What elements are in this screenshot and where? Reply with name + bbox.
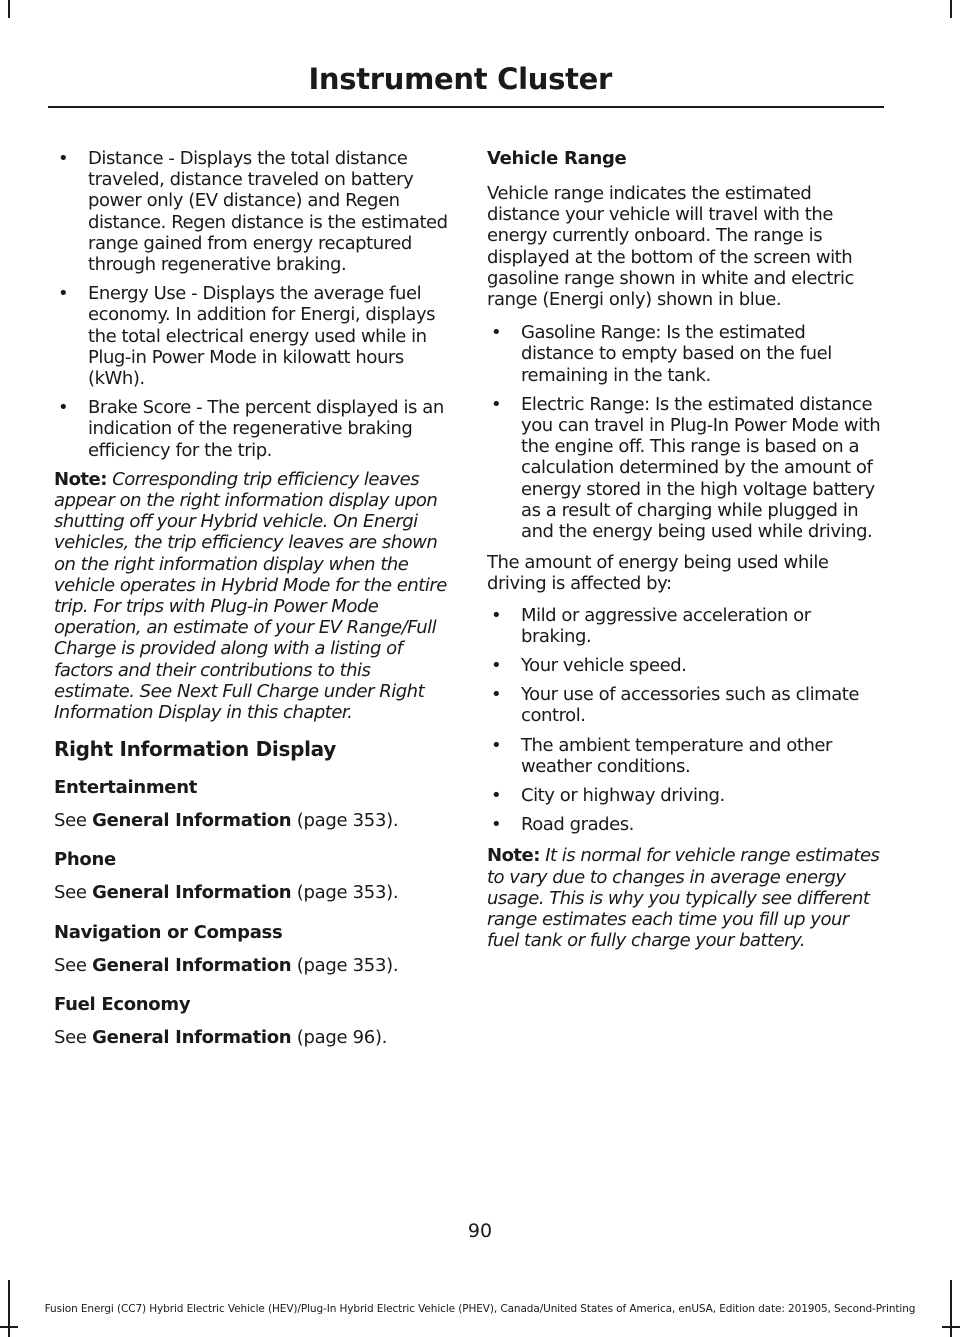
bullet-distance bbox=[54, 148, 448, 275]
factor-item bbox=[487, 655, 881, 676]
cross-reference-navigation: See General Information (page 353). bbox=[54, 954, 399, 976]
page-header-title: Instrument Cluster bbox=[308, 62, 612, 96]
note-label: Note: bbox=[487, 845, 540, 867]
factor-item bbox=[487, 735, 881, 777]
bullet-text: Brake Score - The percent displayed is an indication of the regenerative braking efficiency for the trip. bbox=[88, 397, 444, 461]
bullet-gasoline-range bbox=[487, 322, 881, 386]
bullet-text: Road grades. bbox=[521, 814, 634, 836]
bullet-text: City or highway driving. bbox=[521, 785, 725, 807]
bullet-text: Energy Use - Displays the average fuel economy. In addition for Energi, displays the total electrical energy used while in Plug-in Power Mode in kilowatt hours (kWh). bbox=[88, 283, 436, 390]
energy-usage-intro: The amount of energy being used while driving is affected by: bbox=[487, 552, 829, 595]
bullet-glyph: • bbox=[491, 604, 502, 626]
bullet-glyph: • bbox=[491, 393, 502, 415]
page-footer: Fusion Energi (CC7) Hybrid Electric Vehicle (HEV)/Plug-In Hybrid Electric Vehicle (PHEV), Canada/United States of America, enUSA, Edition date: 201905, Second-Printing bbox=[44, 1303, 916, 1315]
cross-reference-link[interactable]: General Information bbox=[92, 810, 292, 832]
factor-item bbox=[487, 605, 881, 647]
cross-reference-link[interactable]: General Information bbox=[92, 882, 292, 904]
subsection-title-fuel-economy: Fuel Economy bbox=[54, 993, 191, 1015]
left-column bbox=[54, 148, 448, 1066]
bullet-brake-score bbox=[54, 397, 448, 461]
note-range-estimates bbox=[487, 845, 881, 951]
bullet-text: Distance - Displays the total distance traveled, distance traveled on battery power only (EV distance) and Regen distance. Regen distance is the estimated range gained from energy recaptured through regenerative braking. bbox=[88, 148, 448, 276]
bullet-glyph: • bbox=[491, 322, 502, 344]
bullet-text: Mild or aggressive acceleration or braking. bbox=[521, 604, 811, 647]
subsection-title-phone: Phone bbox=[54, 849, 116, 871]
bullet-text: Gasoline Range: Is the estimated distance to empty based on the fuel remaining in the tank. bbox=[521, 322, 832, 386]
crop-mark-top-right bbox=[950, 0, 952, 18]
cross-reference-phone: See General Information (page 353). bbox=[54, 882, 399, 904]
subsection-title-entertainment: Entertainment bbox=[54, 777, 198, 799]
factor-item bbox=[487, 814, 881, 835]
cross-reference-link[interactable]: General Information bbox=[92, 954, 292, 976]
subsection-title-vehicle-range: Vehicle Range bbox=[487, 148, 627, 169]
note-label: Note: bbox=[54, 468, 107, 490]
section-title-right-information-display: Right Information Display bbox=[54, 737, 336, 762]
bullet-glyph: • bbox=[491, 655, 502, 677]
bullet-glyph: • bbox=[491, 785, 502, 807]
cross-reference-entertainment: See General Information (page 353). bbox=[54, 810, 399, 832]
bullet-glyph: • bbox=[491, 684, 502, 706]
subsection-title-navigation: Navigation or Compass bbox=[54, 921, 283, 943]
bullet-electric-range bbox=[487, 394, 881, 542]
crop-mark-top-left bbox=[8, 0, 10, 18]
cross-reference-link[interactable]: General Information bbox=[92, 1026, 292, 1048]
note-text: Corresponding trip efficiency leaves appear on the right information display upon shutting off your Hybrid vehicle. On Energi vehicles, the trip efficiency leaves are shown on the right information display when the vehicle operates in Hybrid Mode for the entire trip. For trips with Plug-in Power Mode operation, an estimate of your EV Range/Full Charge is provided along with a listing of factors and their contributions to this estimate. See Next Full Charge under Right Information Display in this chapter. bbox=[54, 468, 447, 724]
note-trip-efficiency bbox=[54, 469, 448, 723]
crop-mark-bottom-left-h bbox=[0, 1326, 18, 1328]
bullet-glyph: • bbox=[491, 814, 502, 836]
note-text: It is normal for vehicle range estimates to vary due to changes in average energy usage. This is why you typically see different range estimates each time you fill up your fuel tank or fully charge your battery. bbox=[487, 845, 880, 952]
factor-item bbox=[487, 684, 881, 726]
cross-reference-fuel-economy: See General Information (page 96). bbox=[54, 1026, 388, 1048]
bullet-glyph: • bbox=[58, 148, 69, 169]
bullet-text: Your vehicle speed. bbox=[521, 655, 687, 677]
vehicle-range-intro: Vehicle range indicates the estimated distance your vehicle will travel with the energy currently onboard. The range is displayed at the bottom of the screen with gasoline range shown in white and electric range (Energi only) shown in blue. bbox=[487, 183, 854, 311]
header-divider bbox=[48, 106, 884, 108]
page-number: 90 bbox=[467, 1220, 493, 1242]
factor-item bbox=[487, 785, 881, 806]
bullet-glyph: • bbox=[491, 734, 502, 756]
right-column bbox=[487, 148, 881, 966]
bullet-text: Your use of accessories such as climate control. bbox=[521, 684, 860, 727]
crop-mark-bottom-right-h bbox=[942, 1326, 960, 1328]
bullet-energy-use bbox=[54, 283, 448, 389]
bullet-text: The ambient temperature and other weather conditions. bbox=[521, 734, 833, 777]
bullet-glyph: • bbox=[58, 397, 69, 419]
bullet-text: Electric Range: Is the estimated distance you can travel in Plug-In Power Mode with the engine off. This range is based on a calculation determined by the amount of energy stored in the high voltage battery as a result of charging while plugged in and the energy being used while driving. bbox=[521, 393, 881, 543]
bullet-glyph: • bbox=[58, 283, 69, 305]
